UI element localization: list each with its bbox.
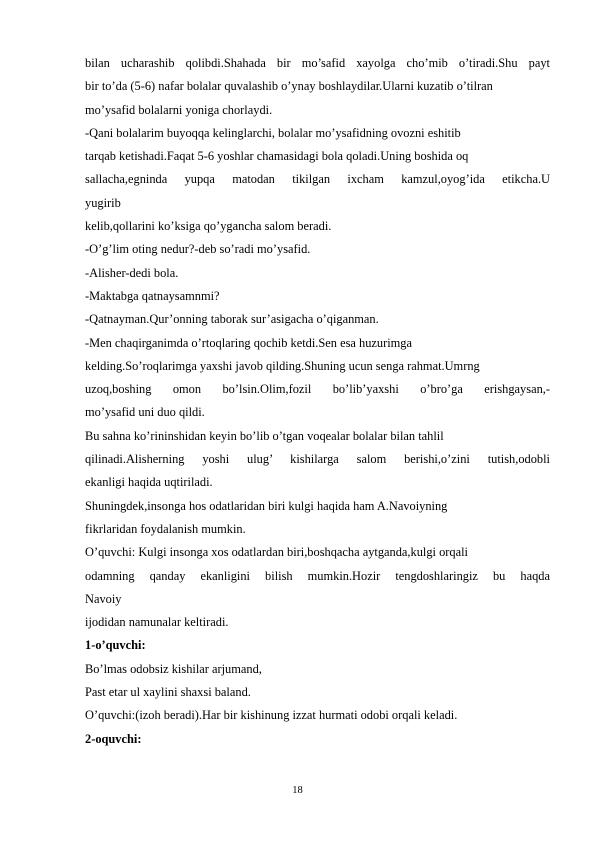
text-line: -Maktabga qatnaysamnmi? [85, 288, 220, 303]
page-number: 18 [292, 785, 303, 796]
text-line: yugirib [85, 195, 121, 210]
text-line: Navoiy [85, 591, 122, 606]
text-line: fikrlaridan foydalanish mumkin. [85, 521, 246, 536]
text-line: kelib,qollarini ko’ksiga qo’ygancha salom beradi. [85, 219, 332, 234]
text-line: bir to’da (5-6) nafar bolalar quvalashib o’ynay boshlaydilar.Ularni kuzatib o’tilran [85, 79, 493, 94]
speaker-label: 2-oquvchi: [85, 731, 142, 746]
text-line: Bo’lmas odobsiz kishilar arjumand, [85, 661, 262, 676]
text-line: -Alisher-dedi bola. [85, 265, 179, 280]
text-line: ijodidan namunalar keltiradi. [85, 615, 229, 630]
text-line: uzoq,boshing omon bo’lsin.Olim,fozil bo’lib’yaxshi o’bro’ga erishgaysan,- [85, 382, 550, 397]
text-line: -O’g’lim oting nedur?-deb so’radi mo’ysafid. [85, 242, 311, 257]
text-line: tarqab ketishadi.Faqat 5-6 yoshlar chamasidagi bola qoladi.Uning boshida oq [85, 149, 469, 164]
text-line: Shuningdek,insonga hos odatlaridan biri kulgi haqida ham A.Navoiyning [85, 498, 448, 513]
text-line: qilinadi.Alisherning yoshi ulug’ kishilarga salom berishi,o’zini tutish,odobli [85, 452, 550, 467]
text-line: Past etar ul xaylini shaxsi baland. [85, 685, 251, 700]
text-line: mo’ysafid bolalarni yoniga chorlaydi. [85, 102, 273, 117]
text-line: -Qatnayman.Qur’onning taborak sur’asigacha o’qiganman. [85, 312, 379, 327]
text-line: mo’ysafid uni duo qildi. [85, 405, 205, 420]
body-text [85, 52, 550, 751]
text-line: Bu sahna ko’rininshidan keyin bo’lib o’tgan voqealar bolalar bilan tahlil [85, 428, 444, 443]
text-line: O’quvchi: Kulgi insonga xos odatlardan biri,boshqacha aytganda,kulgi orqali [85, 545, 468, 560]
text-line: bilan ucharashib qolibdi.Shahada bir mo’safid xayolga cho’mib o’tiradi.Shu payt [85, 56, 550, 70]
text-line: -Qani bolalarim buyoqqa kelinglarchi, bolalar mo’ysafidning ovozni eshitib [85, 125, 461, 140]
text-line: ekanligi haqida uqtiriladi. [85, 475, 213, 490]
text-line: sallacha,egninda yupqa matodan tikilgan ixcham kamzul,oyog’ida etikcha.U [85, 172, 550, 187]
text-line: O’quvchi:(izoh beradi).Har bir kishinung izzat hurmati odobi orqali keladi. [85, 708, 458, 723]
text-line: kelding.So’roqlarimga yaxshi javob qilding.Shuning ucun senga rahmat.Umrng [85, 358, 480, 373]
speaker-label: 1-o’quvchi: [85, 638, 146, 653]
text-line: -Men chaqirganimda o’rtoqlaring qochib ketdi.Sen esa huzurimga [85, 335, 412, 350]
text-line: odamning qanday ekanligini bilish mumkin.Hozir tengdoshlaringiz bu haqda [85, 568, 550, 583]
